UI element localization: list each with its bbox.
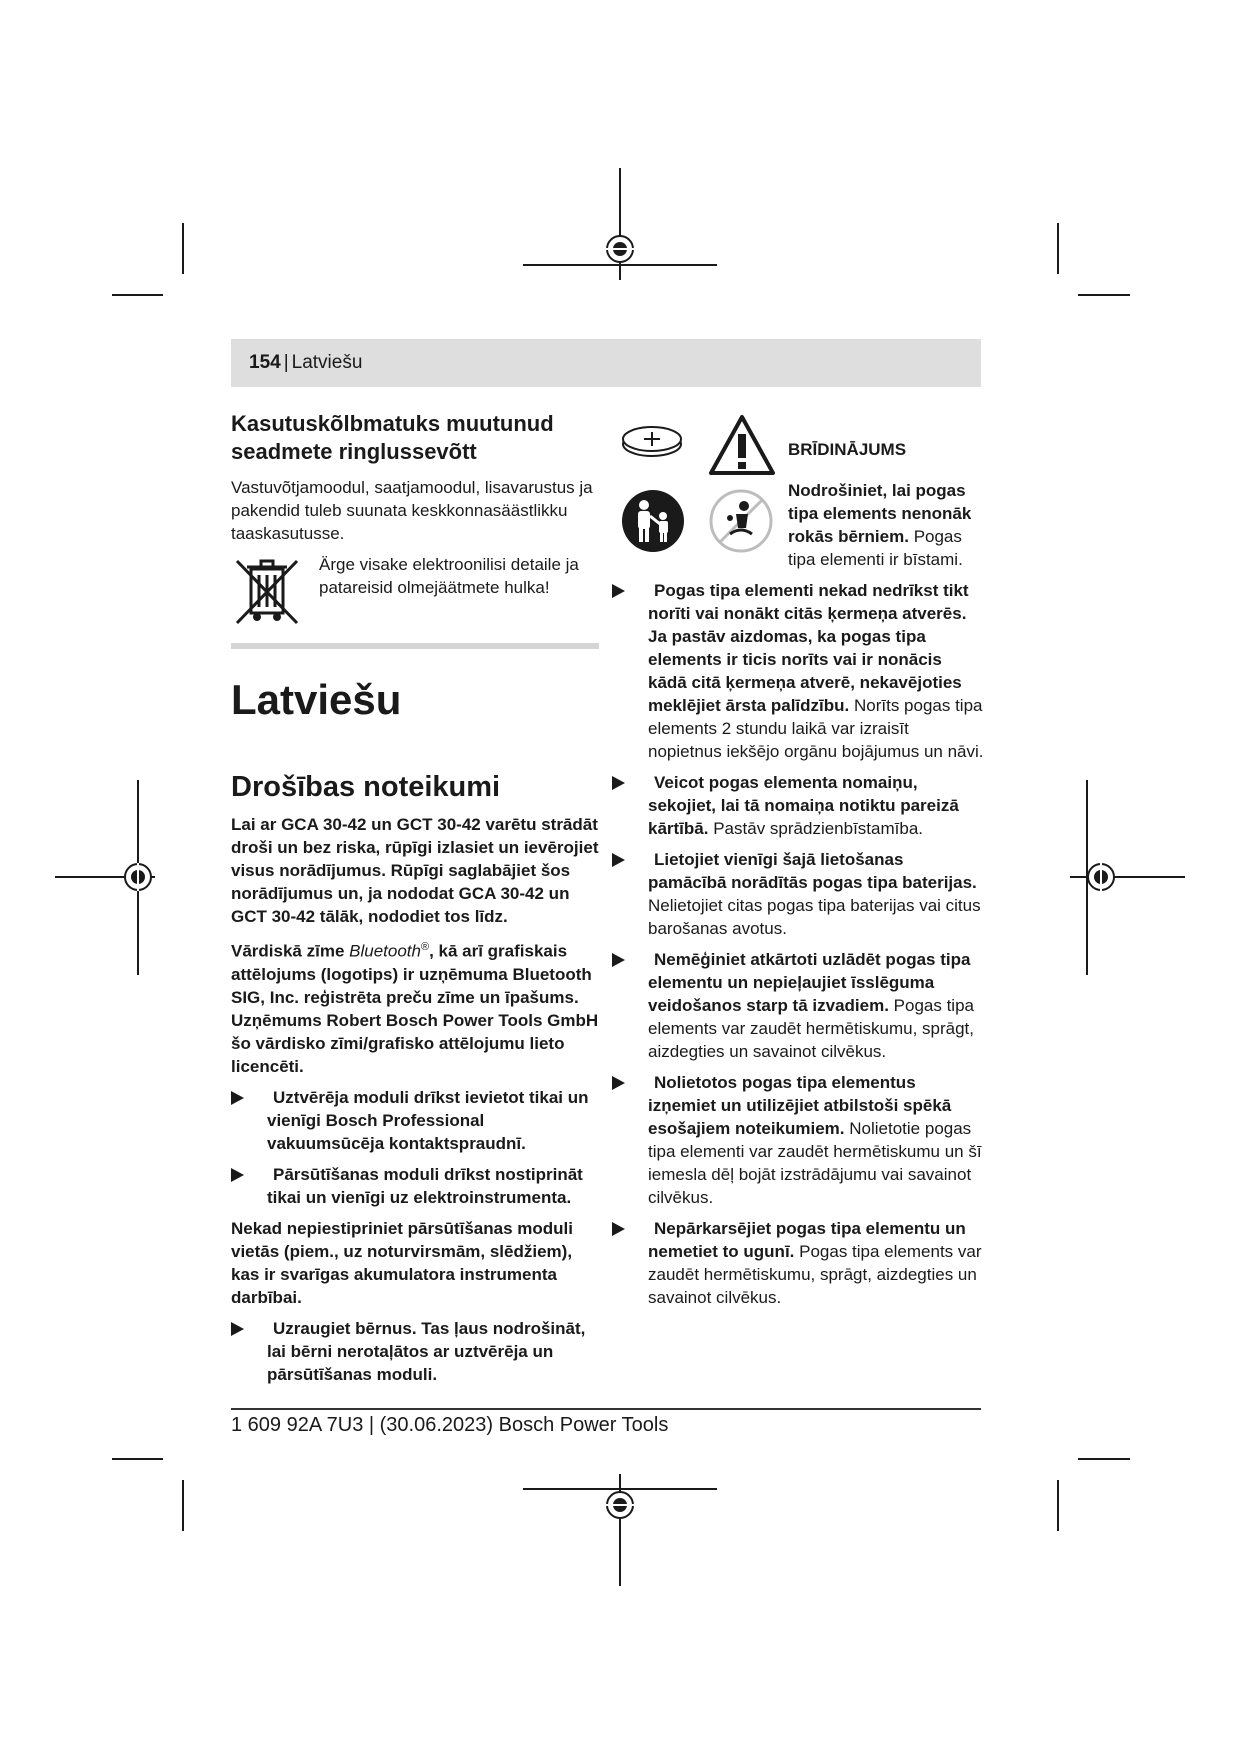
registration-target-left [125, 863, 151, 891]
footer-rule [231, 1408, 981, 1410]
bullet-arrow-icon [612, 776, 625, 790]
header-separator: | [283, 352, 289, 373]
button-cell-icon [620, 422, 684, 462]
section-title: Latviešu [231, 676, 402, 723]
bullet-arrow-icon [612, 853, 625, 867]
list-item: Nepārkarsējiet pogas tipa elementu un nemetiet to ugunī. Pogas tipa elements var zaudēt hermētiskumu, sprāgt, aizdegties un savainot cilvēkus. [612, 1217, 985, 1309]
left-column [231, 410, 599, 1394]
warning-triangle-icon [708, 414, 776, 476]
section-divider [231, 643, 599, 649]
registration-target-top [606, 236, 634, 262]
list-item: Pārsūtīšanas moduli drīkst nostiprināt tikai un vienīgi uz elektroinstrumenta. [231, 1163, 599, 1209]
registration-target-bottom [606, 1492, 634, 1518]
footer-text: 1 609 92A 7U3 | (30.06.2023) Bosch Power Tools [231, 1414, 669, 1436]
list-item: Uztvērēja moduli drīkst ievietot tikai un vienīgi Bosch Professional vakuumsūcēja kontaktspraudnī. [231, 1086, 599, 1155]
weee-notice [231, 553, 599, 631]
list-item: Nemēģiniet atkārtoti uzlādēt pogas tipa elementu un nepieļaujiet īsslēguma veidošanos starp tā izvadiem. Pogas tipa elements var zaudēt hermētiskumu, sprāgt, aizdegties un savainot cilvēkus. [612, 948, 985, 1063]
right-column [620, 418, 985, 1317]
weee-text: Ärge visake elektroonilisi detaile ja patareisid olmejäätmete hulka! [319, 555, 579, 597]
intro-paragraph: Lai ar GCA 30-42 un GCT 30-42 varētu strādāt droši un bez riska, rūpīgi izlasiet un ievērojiet visus norādījumus. Rūpīgi saglabājiet šos norādījumus un, ja nododat GCA 30-42 un GCT 30-42 tālāk, nododiet tos līdz. [231, 815, 599, 926]
warning-heading: BRĪDINĀJUMS [788, 440, 907, 459]
recycle-text: Vastuvõtjamoodul, saatjamoodul, lisavarustus ja pakendid tuleb suunata keskkonnasäästlikku taaskasutusse. [231, 478, 593, 543]
warning-icons [620, 418, 788, 556]
warning-body: Nodrošiniet, lai pogas tipa elements nenonāk rokās bērniem. Pogas tipa elementi ir bīstami. [788, 481, 972, 569]
registration-target-right [1088, 863, 1114, 891]
bullet-arrow-icon [612, 953, 625, 967]
crossed-out-bin-icon [231, 553, 303, 631]
page-number: 154 [249, 352, 281, 373]
recycle-title: Kasutuskõlbmatuks muutunud seadmete ringlussevõtt [231, 411, 554, 464]
bullet-arrow-icon [231, 1168, 244, 1182]
page-header [231, 339, 981, 387]
header-language: Latviešu [291, 352, 363, 373]
bullet-arrow-icon [612, 1222, 625, 1236]
list-item: Pogas tipa elementi nekad nedrīkst tikt norīti vai nonākt citās ķermeņa atverēs. Ja pastāv aizdomas, ka pogas tipa elements ir ticis norīts vai ir nonācis kādā citā ķermeņa atverē, nekavējoties meklējiet ārsta palīdzību. Norīts pogas tipa elements 2 stundu laikā var izraisīt nopietnus iekšējo orgānu bojājumus un nāvi. [612, 579, 985, 763]
safety-title: Drošības noteikumi [231, 771, 501, 803]
mount-warning: Nekad nepiestipriniet pārsūtīšanas moduli vietās (piem., uz noturvirsmām, slēdžiem), kas ir svarīgas akumulatora instrumenta darbībai. [231, 1218, 573, 1307]
list-item: Veicot pogas elementa nomaiņu, sekojiet, lai tā nomaiņa notiktu pareizā kārtībā. Pastāv sprādzienbīstamība. [612, 771, 985, 840]
list-item: Lietojiet vienīgi šajā lietošanas pamācībā norādītās pogas tipa baterijas. Nelietojiet citas pogas tipa baterijas vai citus barošanas avotus. [612, 848, 985, 940]
bluetooth-notice: Vārdiskā zīme Bluetooth®, kā arī grafiskais attēlojums (logotips) ir uzņēmuma Bluetooth SIG, Inc. reģistrēta preču zīme un īpašums. Uzņēmums Robert Bosch Power Tools GmbH šo vārdisko zīmi/grafisko attēlojumu lieto licencēti. [231, 941, 599, 1076]
keep-away-from-children-icon [620, 488, 686, 554]
bullet-arrow-icon [231, 1091, 244, 1105]
do-not-swallow-icon [708, 488, 774, 554]
bullet-arrow-icon [612, 584, 625, 598]
bullet-arrow-icon [231, 1322, 244, 1336]
list-item: Nolietotos pogas tipa elementus izņemiet un utilizējiet atbilstoši spēkā esošajiem noteikumiem. Nolietotie pogas tipa elementi var zaudēt hermētiskumu un šī iemesla dēļ bojāt izstrādājumu vai savainot cilvēkus. [612, 1071, 985, 1209]
warning-block [620, 418, 985, 571]
warning-text-block [788, 418, 985, 571]
list-item: Uzraugiet bērnus. Tas ļaus nodrošināt, lai bērni nerotaļātos ar uztvērēja un pārsūtīšanas moduli. [231, 1317, 599, 1386]
bullet-arrow-icon [612, 1076, 625, 1090]
